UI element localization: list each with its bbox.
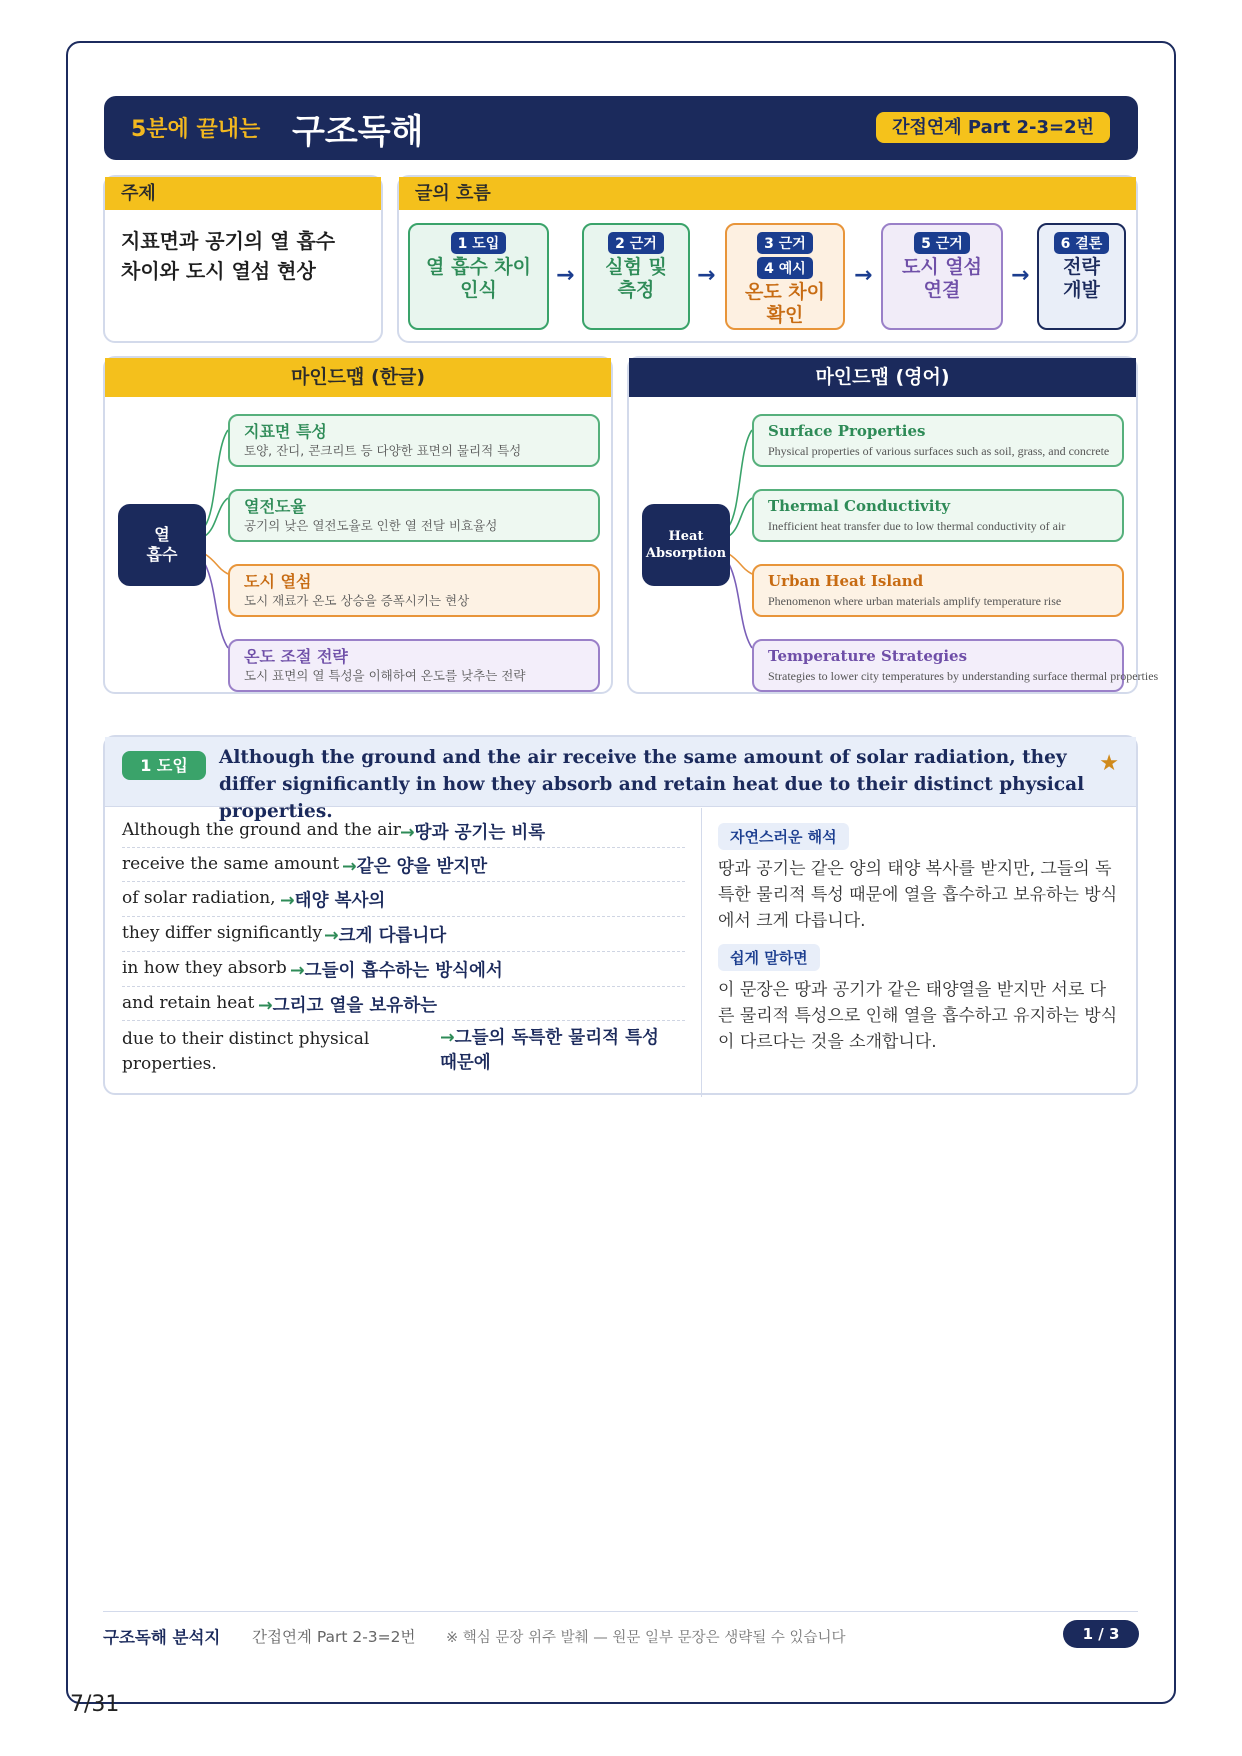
flow-step-tag: 3 근거	[757, 232, 813, 254]
brand-title: 구조독해	[292, 112, 424, 152]
mindmap-korean-heading: 마인드맵 (한글)	[105, 358, 611, 397]
flow-arrow: →	[1011, 263, 1030, 288]
page-counter: 7/31	[70, 1692, 120, 1717]
flow-step-label-line: 전략	[1063, 256, 1100, 278]
chunk-row	[122, 814, 685, 848]
footer-title: 구조독해 분석지	[103, 1628, 221, 1647]
mindmap-node-desc: Strategies to lower city temperatures by understanding surface thermal properties	[768, 669, 1159, 683]
arrow-icon: →	[290, 961, 305, 981]
flow-arrow: →	[854, 263, 873, 288]
easy-explanation-label: 쉽게 말하면	[718, 944, 820, 971]
mindmap-english	[627, 356, 1159, 694]
mindmap-node-title: Surface Properties	[768, 422, 926, 440]
chunk-korean	[324, 922, 446, 947]
mindmap-node	[228, 639, 600, 692]
flow-step-conclusion	[1037, 223, 1126, 330]
chunk-row	[122, 952, 685, 987]
flow-step-label	[410, 256, 547, 302]
mindmap-node-title: Temperature Strategies	[768, 647, 968, 665]
chunk-row	[122, 882, 685, 917]
mindmap-korean	[103, 356, 613, 694]
flow-step-label	[584, 256, 688, 302]
arrow-icon: →	[258, 996, 273, 1016]
chunk-korean-text: 그들이 흡수하는 방식에서	[304, 961, 503, 981]
chunk-english: they differ significantly	[122, 923, 323, 943]
mindmap-node-title: 지표면 특성	[244, 422, 327, 441]
flow-step-tag: 1 도입	[451, 232, 507, 254]
easy-explanation-text: 이 문장은 땅과 공기가 같은 태양열을 받지만 서로 다른 물리적 특성으로 인해 열을 흡수하고 유지하는 방식이 다르다는 것을 소개합니다.	[718, 980, 1118, 1052]
arrow-icon: →	[324, 926, 339, 946]
flow-step-label-line: 확인	[766, 304, 804, 326]
arrow-icon: →	[400, 823, 415, 843]
flow-step-label	[1039, 256, 1124, 302]
footer-note: ※ 핵심 문장 위주 발췌 — 원문 일부 문장은 생략될 수 있습니다	[446, 1630, 846, 1646]
mindmap-node-desc: Inefficient heat transfer due to low thermal conductivity of air	[768, 519, 1066, 533]
flow-step-label-line: 도시 열섬	[901, 256, 983, 278]
flow-step-label-line: 인식	[460, 279, 497, 301]
sentence-main: Although the ground and the air receive the same amount of solar radiation, they differ significantly in how they absorb and retain heat due to their distinct physical properties.	[219, 747, 1085, 822]
mindmap-node-desc: 토양, 잔디, 콘크리트 등 다양한 표면의 물리적 특성	[244, 443, 522, 458]
mindmap-node	[752, 414, 1124, 467]
chunk-english: due to their distinct physical properties.	[122, 1029, 370, 1074]
mindmap-node	[752, 639, 1159, 692]
mindmap-english-heading: 마인드맵 (영어)	[629, 358, 1136, 397]
flow-step-tag: 4 예시	[757, 257, 813, 279]
part-badge: 간접연계 Part 2-3=2번	[876, 112, 1110, 143]
sentence-header	[105, 737, 1136, 822]
mindmap-node-desc: 공기의 낮은 열전도율로 인한 열 전달 비효율성	[244, 518, 498, 533]
flow-step-label-line: 실험 및	[605, 256, 667, 278]
flow-arrow: →	[697, 263, 716, 288]
flow-step-label-line: 연결	[923, 279, 961, 301]
chunk-korean	[290, 957, 503, 982]
chunk-row	[122, 987, 685, 1021]
chunk-korean-text: 그들의 독특한 물리적 특성 때문에	[440, 1028, 659, 1073]
flow-step-label	[727, 281, 843, 327]
mindmap-node	[228, 414, 600, 467]
flow-step-label-line: 온도 차이	[744, 281, 826, 303]
mindmap-node-title: Thermal Conductivity	[768, 497, 951, 515]
footer-subtitle: 간접연계 Part 2-3=2번	[252, 1628, 416, 1646]
topic-line-1: 지표면과 공기의 열 흡수	[121, 229, 336, 253]
mindmap-node-title: 도시 열섬	[244, 572, 312, 591]
mindmap-node	[228, 489, 600, 542]
mindmap-node-title: 온도 조절 전략	[244, 647, 348, 666]
flow-step-label-line: 열 흡수 차이	[426, 256, 531, 278]
footer-divider	[103, 1611, 1138, 1612]
flow-step-intro	[408, 223, 549, 330]
mindmap-node-title: 열전도율	[244, 497, 306, 516]
topic-heading: 주제	[105, 177, 381, 210]
interpretation-panel	[718, 823, 1120, 1065]
title-banner	[104, 96, 1138, 160]
chunk-list	[105, 808, 702, 1097]
mindmap-node-title: Urban Heat Island	[768, 572, 924, 590]
flow-step-tag: 2 근거	[608, 232, 664, 254]
chunk-korean-text: 같은 양을 받지만	[356, 857, 488, 877]
mindmap-node-desc: Phenomenon where urban materials amplify temperature rise	[768, 594, 1062, 608]
chunk-row	[122, 917, 685, 952]
chunk-english: Although the ground and the air	[122, 820, 401, 840]
star-icon: ★	[1099, 751, 1119, 776]
chunk-korean	[258, 992, 437, 1017]
mindmap-node-desc: Physical properties of various surfaces such as soil, grass, and concrete	[768, 444, 1110, 458]
mindmap-node	[228, 564, 600, 617]
topic-card	[103, 175, 383, 343]
chunk-english: in how they absorb	[122, 958, 287, 978]
chunk-korean	[280, 887, 385, 912]
arrow-icon: →	[280, 891, 295, 911]
chunk-korean	[342, 853, 487, 878]
flow-step-label-line: 개발	[1063, 279, 1100, 301]
mindmap-center-line: Absorption	[645, 546, 727, 561]
chunk-korean	[400, 819, 545, 844]
flow-step-tag: 5 근거	[914, 232, 970, 254]
chunk-korean-text: 태양 복사의	[294, 891, 386, 911]
arrow-icon: →	[342, 857, 357, 877]
mindmap-center-node	[118, 504, 206, 586]
chunk-korean-text: 그리고 열을 보유하는	[272, 996, 438, 1016]
mindmap-center-line: 흡수	[146, 545, 178, 564]
topic-text	[105, 210, 381, 302]
chunk-korean-text: 크게 다릅니다	[338, 926, 447, 946]
mindmap-node-desc: 도시 재료가 온도 상승을 증폭시키는 현상	[244, 593, 470, 608]
flow-card	[397, 175, 1138, 343]
mindmap-center-line: 열	[154, 525, 170, 544]
arrow-icon: →	[440, 1028, 455, 1048]
flow-step-label	[883, 256, 1001, 302]
chunk-korean	[440, 1026, 680, 1076]
mindmap-node	[752, 564, 1124, 617]
chunk-row	[122, 1021, 685, 1081]
flow-arrow: →	[556, 263, 575, 288]
natural-translation-text: 땅과 공기는 같은 양의 태양 복사를 받지만, 그들의 독특한 물리적 특성 때문에 열을 흡수하고 보유하는 방식에서 크게 다릅니다.	[718, 859, 1118, 931]
sentence-tag: 1 도입	[122, 751, 206, 780]
chunk-english: receive the same amount	[122, 854, 340, 874]
chunk-row	[122, 848, 685, 882]
chunk-korean-text: 땅과 공기는 비록	[414, 823, 546, 843]
mindmap-node-desc: 도시 표면의 열 특성을 이해하여 온도를 낮추는 전략	[244, 668, 526, 683]
flow-heading: 글의 흐름	[399, 177, 1136, 210]
flow-step-evidence-5	[881, 223, 1003, 330]
mindmap-node	[752, 489, 1124, 542]
topic-line-2: 차이와 도시 열섬 현상	[121, 259, 316, 283]
natural-translation-label: 자연스러운 해석	[718, 823, 849, 850]
chunk-english: of solar radiation,	[122, 888, 276, 908]
chunk-english: and retain heat	[122, 993, 255, 1013]
brand-subtitle: 5분에 끝내는	[131, 117, 261, 142]
flow-step-tag: 6 결론	[1054, 232, 1110, 254]
mindmap-center-line: Heat	[668, 529, 704, 544]
flow-step-label-line: 측정	[617, 279, 655, 301]
sentence-analysis-card	[103, 735, 1138, 1095]
mindmap-center-node	[642, 504, 730, 586]
flow-step-evidence-example	[725, 223, 845, 330]
footer-page-indicator: 1 / 3	[1063, 1620, 1139, 1648]
flow-step-evidence-2	[582, 223, 690, 330]
